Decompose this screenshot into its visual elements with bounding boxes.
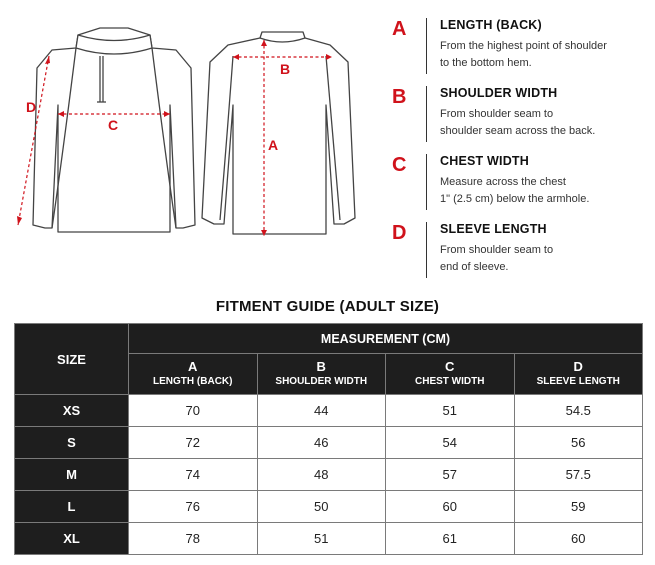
- value-cell: 46: [257, 427, 386, 459]
- legend-description: [440, 174, 645, 208]
- shoulder-width-marker: B: [280, 61, 291, 77]
- legend-divider: [426, 154, 427, 210]
- legend-item-length-back: [388, 14, 648, 82]
- column-name: SLEEVE LENGTH: [536, 376, 620, 387]
- legend-item-shoulder-width: [388, 82, 648, 150]
- legend-description-line: From the highest point of shoulder: [440, 40, 607, 52]
- value-cell: 57.5: [514, 459, 643, 491]
- value-cell: 74: [129, 459, 258, 491]
- size-cell: M: [15, 459, 129, 491]
- legend-divider: [426, 222, 427, 278]
- measurement-header: MEASUREMENT (CM): [129, 324, 643, 354]
- legend-description-line: to the bottom hem.: [440, 57, 532, 69]
- value-cell: 51: [386, 395, 515, 427]
- legend-description: [440, 38, 645, 72]
- column-header-chest-width: [386, 354, 515, 395]
- legend-description-line: end of sleeve.: [440, 261, 509, 273]
- legend-description-line: From shoulder seam to: [440, 244, 554, 256]
- size-cell: XS: [15, 395, 129, 427]
- sleeve-length-marker: D: [26, 99, 37, 115]
- table-title: FITMENT GUIDE (ADULT SIZE): [215, 298, 440, 315]
- back-shirt-drawing: [202, 32, 355, 234]
- legend-description-line: shoulder seam across the back.: [440, 125, 596, 137]
- size-cell: S: [15, 427, 129, 459]
- value-cell: 54.5: [514, 395, 643, 427]
- value-cell: 60: [514, 523, 643, 555]
- legend-title: SLEEVE LENGTH: [440, 222, 547, 236]
- size-cell: L: [15, 491, 129, 523]
- value-cell: 44: [257, 395, 386, 427]
- value-cell: 60: [386, 491, 515, 523]
- legend-letter: D: [392, 222, 407, 244]
- value-cell: 50: [257, 491, 386, 523]
- column-name: CHEST WIDTH: [415, 376, 485, 387]
- legend-letter: A: [392, 18, 407, 40]
- legend-description: [440, 242, 645, 276]
- column-name: SHOULDER WIDTH: [275, 376, 368, 387]
- value-cell: 56: [514, 427, 643, 459]
- legend-description-line: From shoulder seam to: [440, 108, 554, 120]
- legend-divider: [426, 86, 427, 142]
- chest-width-marker: C: [108, 117, 119, 133]
- legend-letter: C: [392, 154, 407, 176]
- value-cell: 54: [386, 427, 515, 459]
- value-cell: 78: [129, 523, 258, 555]
- value-cell: 70: [129, 395, 258, 427]
- value-cell: 61: [386, 523, 515, 555]
- size-chart-table: [14, 323, 643, 555]
- table-row: [15, 459, 643, 491]
- shirt-illustration: [0, 0, 380, 290]
- legend-divider: [426, 18, 427, 74]
- legend-title: CHEST WIDTH: [440, 154, 529, 168]
- size-cell: XL: [15, 523, 129, 555]
- table-row: [15, 491, 643, 523]
- value-cell: 51: [257, 523, 386, 555]
- back-length-marker: A: [268, 137, 279, 153]
- legend-description-line: Measure across the chest: [440, 176, 566, 188]
- table-row: [15, 523, 643, 555]
- value-cell: 57: [386, 459, 515, 491]
- measurement-legend: [388, 14, 648, 286]
- legend-letter: B: [392, 86, 407, 108]
- legend-description-line: 1" (2.5 cm) below the armhole.: [440, 193, 590, 205]
- size-header: SIZE: [15, 324, 129, 395]
- column-letter: A: [188, 359, 198, 374]
- column-letter: D: [573, 359, 583, 374]
- column-letter: B: [316, 359, 326, 374]
- value-cell: 72: [129, 427, 258, 459]
- value-cell: 48: [257, 459, 386, 491]
- value-cell: 59: [514, 491, 643, 523]
- table-row: [15, 427, 643, 459]
- column-name: LENGTH (BACK): [153, 376, 233, 387]
- column-header-sleeve-length: [514, 354, 643, 395]
- legend-description: [440, 106, 645, 140]
- legend-item-sleeve-length: [388, 218, 648, 286]
- column-header-length-back: [129, 354, 258, 395]
- column-header-shoulder-width: [257, 354, 386, 395]
- legend-title: LENGTH (BACK): [440, 18, 542, 32]
- legend-title: SHOULDER WIDTH: [440, 86, 558, 100]
- legend-item-chest-width: [388, 150, 648, 218]
- column-letter: C: [445, 359, 455, 374]
- value-cell: 76: [129, 491, 258, 523]
- table-row: [15, 395, 643, 427]
